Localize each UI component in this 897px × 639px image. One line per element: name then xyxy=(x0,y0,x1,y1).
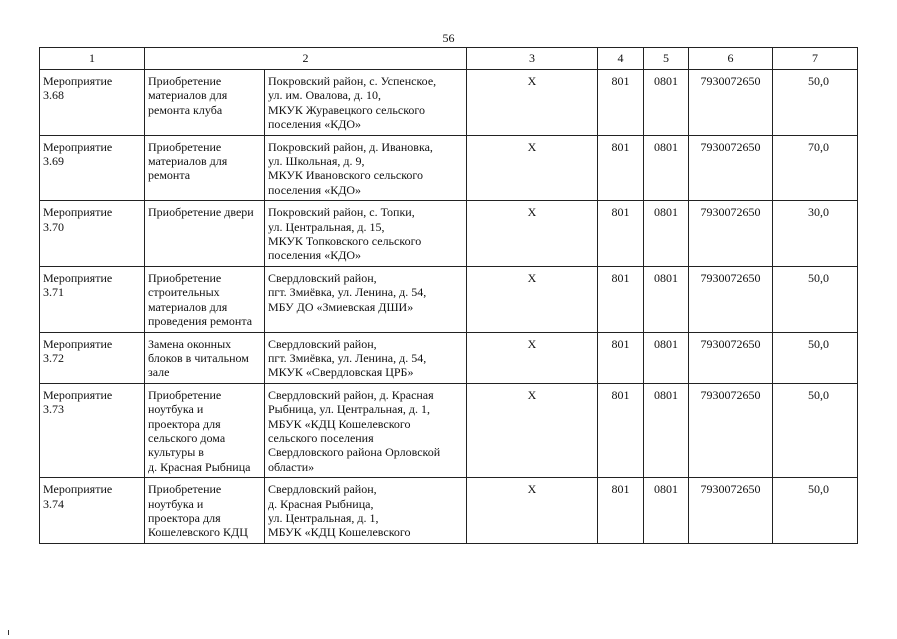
address-cell-line: поселения «КДО» xyxy=(268,117,362,132)
event-name-cell-line: проведения ремонта xyxy=(148,314,253,329)
table-row xyxy=(40,266,858,332)
address-cell-line: МКУК Топковского сельского xyxy=(268,234,422,249)
table-row xyxy=(40,135,858,201)
col3-cell: Х xyxy=(467,478,598,544)
event-name-cell-line: ремонта клуба xyxy=(148,102,223,117)
table-row xyxy=(40,332,858,383)
event-name-cell-line: культуры в xyxy=(148,445,204,460)
table-row xyxy=(40,383,858,477)
event-cell-line: 3.74 xyxy=(43,496,64,511)
address-cell-line: МКУК «Свердловская ЦРБ» xyxy=(268,365,414,380)
col6-cell: 7930072650 xyxy=(689,135,773,201)
col3-cell: Х xyxy=(467,266,598,332)
address-cell-line: пгт. Змиёвка, ул. Ленина, д. 54, xyxy=(268,350,427,365)
address-cell-line: поселения «КДО» xyxy=(268,182,362,197)
col5-cell: 0801 xyxy=(644,70,689,136)
event-name-cell xyxy=(145,266,265,332)
event-name-cell-line: Приобретение xyxy=(148,482,222,497)
event-cell xyxy=(40,266,145,332)
col4-cell: 801 xyxy=(598,332,644,383)
event-name-cell xyxy=(145,478,265,544)
address-cell-line: ул. Центральная, д. 1, xyxy=(268,510,379,525)
address-cell xyxy=(265,383,467,477)
address-cell-line: Свердловского района Орловской xyxy=(268,445,441,460)
amount-cell: 50,0 xyxy=(773,70,858,136)
event-name-cell-line: сельского дома xyxy=(148,430,226,445)
col3-cell: Х xyxy=(467,135,598,201)
col4-cell: 801 xyxy=(598,135,644,201)
address-cell-line: Покровский район, с. Топки, xyxy=(268,205,415,220)
event-name-cell xyxy=(145,201,265,267)
event-name-cell-line: Кошелевского КДЦ xyxy=(148,525,248,540)
event-cell-line: 3.70 xyxy=(43,219,64,234)
header-col-3: 3 xyxy=(467,48,598,70)
header-row xyxy=(40,48,858,70)
header-col-4: 4 xyxy=(598,48,644,70)
address-cell-line: д. Красная Рыбница, xyxy=(268,496,374,511)
col6-cell: 7930072650 xyxy=(689,201,773,267)
table-header xyxy=(40,48,858,70)
event-cell xyxy=(40,478,145,544)
col4-cell: 801 xyxy=(598,383,644,477)
amount-cell: 50,0 xyxy=(773,332,858,383)
col5-cell: 0801 xyxy=(644,201,689,267)
event-cell xyxy=(40,383,145,477)
event-cell-line: Мероприятие xyxy=(43,74,113,88)
event-name-cell xyxy=(145,383,265,477)
col5-cell: 0801 xyxy=(644,332,689,383)
event-name-cell-line: материалов для xyxy=(148,88,228,103)
table-row xyxy=(40,478,858,544)
address-cell-line: Покровский район, д. Ивановка, xyxy=(268,139,433,154)
event-cell xyxy=(40,135,145,201)
event-name-cell-line: Приобретение xyxy=(148,270,222,285)
address-cell xyxy=(265,478,467,544)
event-cell-line: 3.71 xyxy=(43,285,64,300)
event-cell-line: Мероприятие xyxy=(43,205,113,220)
address-cell xyxy=(265,266,467,332)
event-cell-line: 3.72 xyxy=(43,350,64,365)
address-cell-line: Рыбница, ул. Центральная, д. 1, xyxy=(268,402,430,417)
header-col-5: 5 xyxy=(644,48,689,70)
event-cell-line: Мероприятие xyxy=(43,336,113,351)
event-cell xyxy=(40,70,145,136)
col4-cell: 801 xyxy=(598,266,644,332)
address-cell xyxy=(265,135,467,201)
address-cell-line: ул. Центральная, д. 15, xyxy=(268,219,385,234)
event-name-cell xyxy=(145,70,265,136)
address-cell-line: области» xyxy=(268,459,315,474)
address-cell-line: Свердловский район, xyxy=(268,270,377,285)
page-number: 56 xyxy=(442,31,455,45)
event-cell-line: Мероприятие xyxy=(43,270,113,285)
event-cell xyxy=(40,332,145,383)
address-cell-line: Покровский район, с. Успенское, xyxy=(268,74,437,88)
col6-cell: 7930072650 xyxy=(689,383,773,477)
address-cell xyxy=(265,201,467,267)
header-col-6: 6 xyxy=(689,48,773,70)
address-cell-line: Свердловский район, д. Красная xyxy=(268,387,434,402)
event-name-cell-line: Приобретение xyxy=(148,74,222,88)
header-col-7: 7 xyxy=(773,48,858,70)
event-name-cell xyxy=(145,332,265,383)
header-col-2: 2 xyxy=(145,48,467,70)
event-name-cell-line: зале xyxy=(148,365,170,380)
event-name-cell xyxy=(145,135,265,201)
scan-mark xyxy=(8,630,9,635)
amount-cell: 70,0 xyxy=(773,135,858,201)
col6-cell: 7930072650 xyxy=(689,266,773,332)
event-cell-line: 3.73 xyxy=(43,402,64,417)
event-name-cell-line: д. Красная Рыбница xyxy=(148,459,251,474)
address-cell xyxy=(265,70,467,136)
event-cell-line: Мероприятие xyxy=(43,387,113,402)
amount-cell: 50,0 xyxy=(773,266,858,332)
address-cell-line: Свердловский район, xyxy=(268,336,377,351)
event-name-cell-line: Приобретение двери xyxy=(148,205,254,220)
col5-cell: 0801 xyxy=(644,266,689,332)
address-cell-line: Свердловский район, xyxy=(268,482,377,497)
col3-cell: Х xyxy=(467,201,598,267)
address-cell-line: поселения «КДО» xyxy=(268,248,362,263)
event-name-cell-line: Замена оконных xyxy=(148,336,232,351)
event-name-cell-line: материалов для xyxy=(148,154,228,169)
address-cell-line: МКУК Журавецкого сельского xyxy=(268,102,426,117)
event-name-cell-line: Приобретение xyxy=(148,139,222,154)
amount-cell: 50,0 xyxy=(773,478,858,544)
event-name-cell-line: Приобретение xyxy=(148,387,222,402)
event-cell xyxy=(40,201,145,267)
col3-cell: Х xyxy=(467,383,598,477)
amount-cell: 30,0 xyxy=(773,201,858,267)
event-cell-line: Мероприятие xyxy=(43,139,113,154)
address-cell-line: ул. им. Овалова, д. 10, xyxy=(268,88,382,103)
event-name-cell-line: ноутбука и xyxy=(148,402,204,417)
event-name-cell-line: строительных xyxy=(148,285,220,300)
table-row xyxy=(40,201,858,267)
budget-table xyxy=(39,47,858,544)
address-cell-line: МБУ ДО «Змиевская ДШИ» xyxy=(268,299,414,314)
event-name-cell-line: ремонта xyxy=(148,168,191,183)
table-row xyxy=(40,70,858,136)
col6-cell: 7930072650 xyxy=(689,332,773,383)
header-col-1: 1 xyxy=(40,48,145,70)
address-cell-line: МБУК «КДЦ Кошелевского xyxy=(268,416,411,431)
col4-cell: 801 xyxy=(598,201,644,267)
address-cell xyxy=(265,332,467,383)
event-cell-line: 3.69 xyxy=(43,154,64,169)
col4-cell: 801 xyxy=(598,478,644,544)
col5-cell: 0801 xyxy=(644,383,689,477)
event-name-cell-line: материалов для xyxy=(148,299,228,314)
col6-cell: 7930072650 xyxy=(689,70,773,136)
col6-cell: 7930072650 xyxy=(689,478,773,544)
col4-cell: 801 xyxy=(598,70,644,136)
address-cell-line: сельского поселения xyxy=(268,430,374,445)
col3-cell: Х xyxy=(467,70,598,136)
table-body xyxy=(40,70,858,544)
event-cell-line: Мероприятие xyxy=(43,482,113,497)
col5-cell: 0801 xyxy=(644,135,689,201)
event-name-cell-line: проектора для xyxy=(148,510,221,525)
address-cell-line: МБУК «КДЦ Кошелевского xyxy=(268,525,411,540)
event-cell-line: 3.68 xyxy=(43,88,64,103)
event-name-cell-line: ноутбука и xyxy=(148,496,204,511)
event-name-cell-line: проектора для xyxy=(148,416,221,431)
event-name-cell-line: блоков в читальном xyxy=(148,350,249,365)
col3-cell: Х xyxy=(467,332,598,383)
col5-cell: 0801 xyxy=(644,478,689,544)
address-cell-line: пгт. Змиёвка, ул. Ленина, д. 54, xyxy=(268,285,427,300)
address-cell-line: МКУК Ивановского сельского xyxy=(268,168,424,183)
amount-cell: 50,0 xyxy=(773,383,858,477)
address-cell-line: ул. Школьная, д. 9, xyxy=(268,154,365,169)
